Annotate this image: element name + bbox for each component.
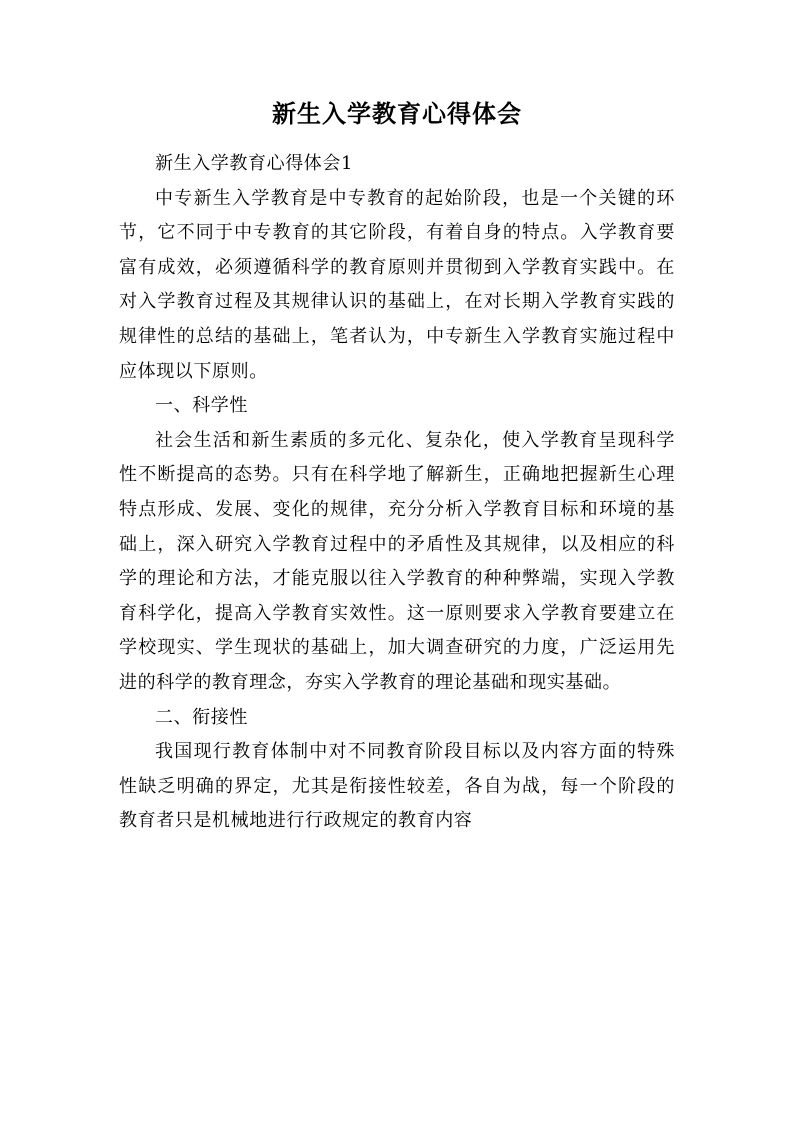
body-paragraph: 我国现行教育体制中对不同教育阶段目标以及内容方面的特殊性缺乏明确的界定，尤其是衔接性较差，各自为战，每一个阶段的教育者只是机械地进行行政规定的教育内容 — [119, 741, 675, 832]
body-paragraph: 中专新生入学教育是中专教育的起始阶段，也是一个关键的环节，它不同于中专教育的其它阶段，有着自身的特点。入学教育要富有成效，必须遵循科学的教育原则并贯彻到入学教育实践中。在对入学教育过程及其规律认识的基础上，在对长期入学教育实践的规律性的总结的基础上，笔者认为，中专新生入学教育实施过程中应体现以下原则。 — [119, 187, 675, 382]
section-heading: 二、衔接性 — [155, 706, 248, 728]
section-heading: 新生入学教育心得体会1 — [155, 153, 354, 174]
document-title: 新生入学教育心得体会 — [272, 100, 522, 128]
section-heading: 一、科学性 — [155, 395, 248, 417]
body-paragraph: 社会生活和新生素质的多元化、复杂化，使入学教育呈现科学性不断提高的态势。只有在科学地了解新生，正确地把握新生心理特点形成、发展、变化的规律，充分分析入学教育目标和环境的基础上，深入研究入学教育过程中的矛盾性及其规律，以及相应的科学的理论和方法，才能克服以往入学教育的种种弊端，实现入学教育科学化，提高入学教育实效性。这一原则要求入学教育要建立在学校现实、学生现状的基础上，加大调查研究的力度，广泛运用先进的科学的教育理念，夯实入学教育的理论基础和现实基础。 — [119, 429, 675, 693]
document-body — [119, 147, 675, 839]
